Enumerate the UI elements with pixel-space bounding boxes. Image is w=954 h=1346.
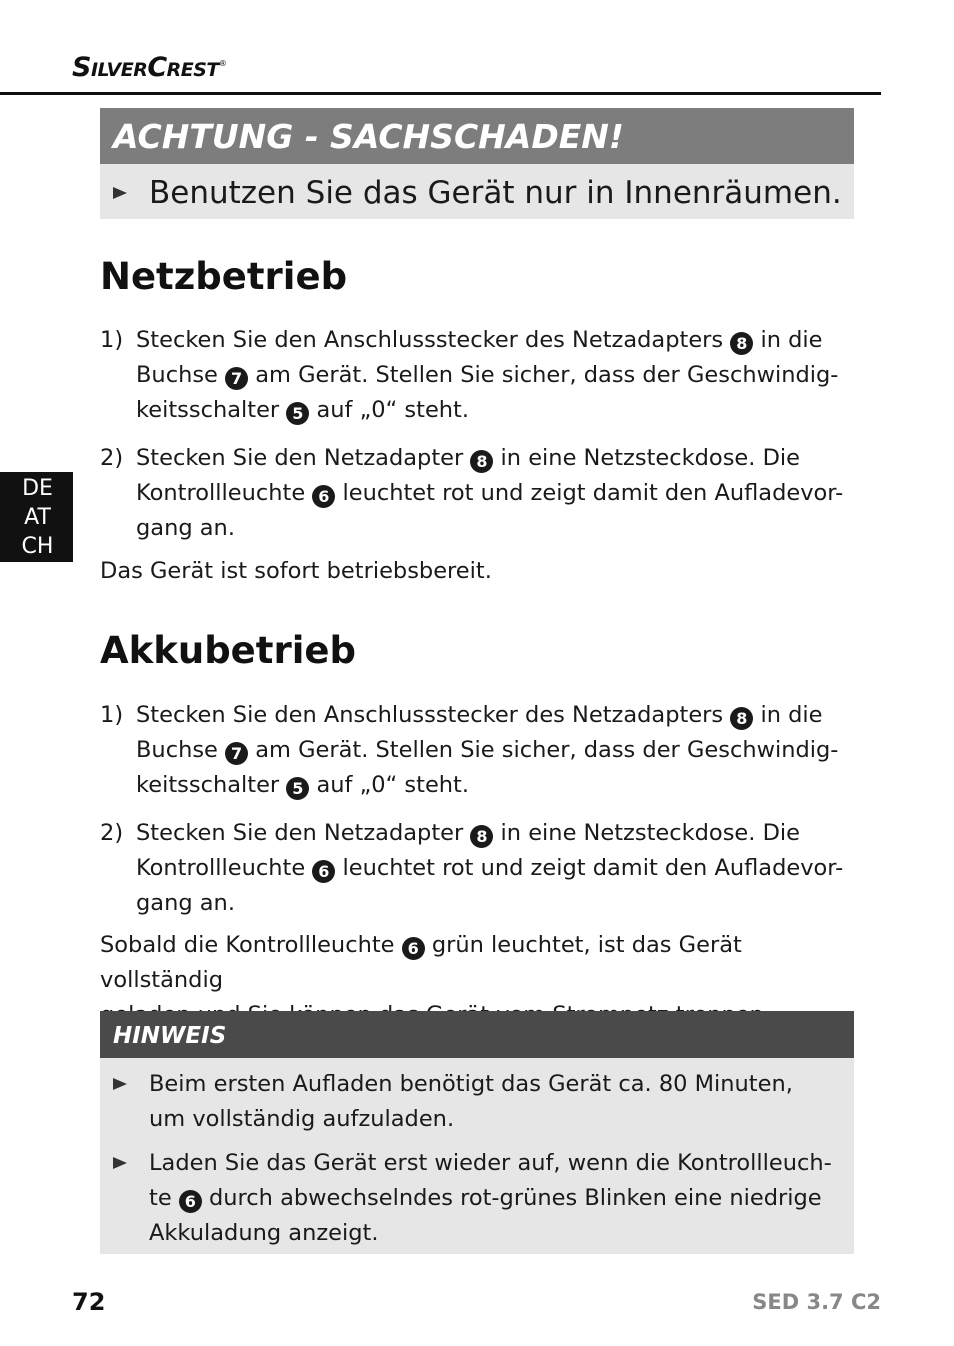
section-title-netzbetrieb: Netzbetrieb	[100, 255, 348, 298]
steps-netzbetrieb	[100, 323, 860, 559]
callout-6-icon: 6	[312, 485, 335, 508]
callout-8-icon: 8	[470, 825, 493, 848]
hint-box	[100, 1058, 854, 1254]
step-2: 2) Stecken Sie den Netzadapter 8 in eine Netzsteckdose. Die Kontrollleuchte 6 leuchtet rot und zeigt damit den Aufladevor- gang an.	[100, 445, 844, 541]
header-rule	[0, 92, 881, 95]
bullet-arrow-icon	[113, 187, 127, 199]
ready-note: Das Gerät ist sofort betriebsbereit.	[100, 558, 492, 584]
page-number: 72	[72, 1288, 106, 1316]
warning-text: Benutzen Sie das Gerät nur in Innenräumen.	[149, 175, 842, 211]
bullet-arrow-icon	[113, 1157, 127, 1169]
model-number: SED 3.7 C2	[752, 1290, 881, 1314]
callout-6-icon: 6	[402, 937, 425, 960]
section-title-akkubetrieb: Akkubetrieb	[100, 629, 356, 672]
callout-6-icon: 6	[179, 1190, 202, 1213]
callout-5-icon: 5	[286, 777, 309, 800]
callout-8-icon: 8	[730, 707, 753, 730]
callout-6-icon: 6	[312, 860, 335, 883]
brand-logo: SilverCrest®	[72, 52, 227, 83]
warning-box	[100, 164, 854, 219]
hint-title: HINWEIS	[100, 1011, 854, 1058]
callout-8-icon: 8	[730, 332, 753, 355]
language-tab: DE AT CH	[0, 472, 73, 562]
bullet-arrow-icon	[113, 1078, 127, 1090]
callout-7-icon: 7	[225, 367, 248, 390]
callout-5-icon: 5	[286, 402, 309, 425]
charged-note: Sobald die Kontrollleuchte 6 grün leuchtet, ist das Gerät vollständig	[100, 932, 742, 993]
step-2: 2) Stecken Sie den Netzadapter 8 in eine Netzsteckdose. Die Kontrollleuchte 6 leuchtet rot und zeigt damit den Aufladevor- gang an.	[100, 820, 844, 916]
hint-bullet-2: Laden Sie das Gerät erst wieder auf, wenn die Kontrollleuch- te 6 durch abwechselndes rot-grünes Blinken eine niedrige Akkuladung anzeigt.	[149, 1146, 839, 1251]
hint-bullet-1: Beim ersten Aufladen benötigt das Gerät ca. 80 Minuten, um vollständig aufzuladen.	[149, 1067, 839, 1137]
step-1: 1) Stecken Sie den Anschlussstecker des Netzadapters 8 in die Buchse 7 am Gerät. Stellen Sie sicher, dass der Geschwindig- keitsschalter 5 auf „0“ steht.	[100, 702, 839, 798]
step-1: 1) Stecken Sie den Anschlussstecker des Netzadapters 8 in die Buchse 7 am Gerät. Stellen Sie sicher, dass der Geschwindig- keitsschalter 5 auf „0“ steht.	[100, 327, 839, 423]
steps-akkubetrieb	[100, 698, 860, 934]
callout-8-icon: 8	[470, 450, 493, 473]
callout-7-icon: 7	[225, 742, 248, 765]
warning-title: ACHTUNG - SACHSCHADEN!	[100, 108, 854, 164]
